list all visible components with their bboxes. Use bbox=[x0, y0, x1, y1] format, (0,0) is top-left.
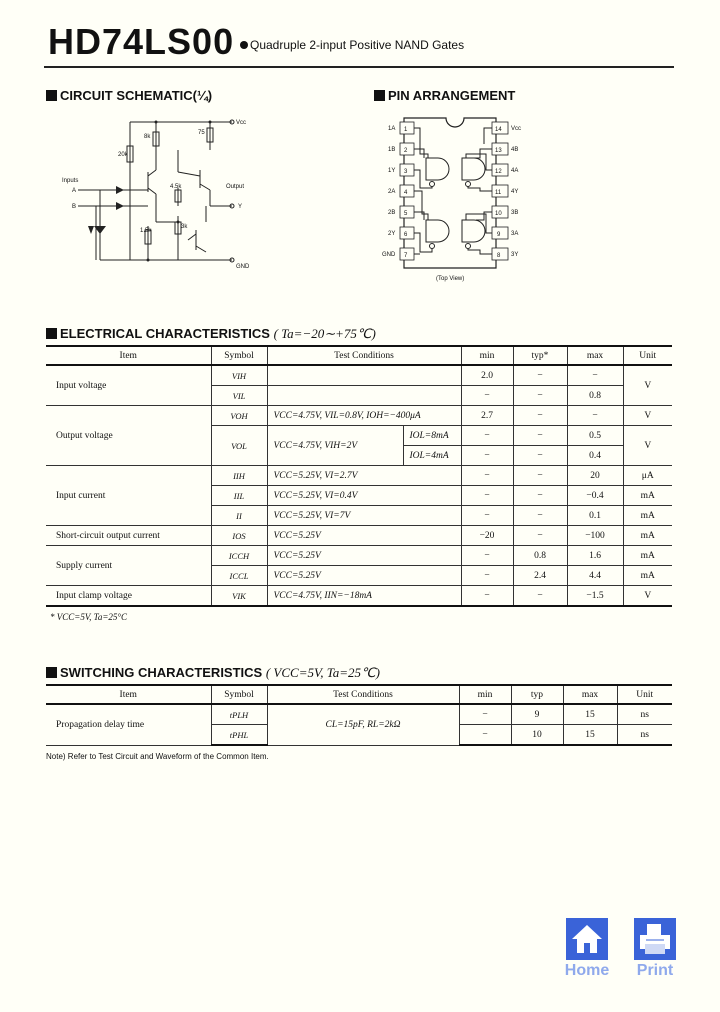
svg-text:12: 12 bbox=[495, 169, 502, 175]
max-cell: −1.5 bbox=[567, 586, 623, 607]
min-cell: − bbox=[461, 446, 513, 466]
condition-cell: VCC=4.75V, VIL=0.8V, IOH=−400μA bbox=[267, 406, 461, 426]
max-cell: 0.4 bbox=[567, 446, 623, 466]
gnd-label: GND bbox=[236, 264, 250, 270]
home-button[interactable] bbox=[566, 918, 617, 980]
bullet-icon bbox=[240, 41, 248, 49]
svg-text:1: 1 bbox=[404, 127, 408, 133]
left-pins bbox=[382, 122, 414, 260]
table-row bbox=[46, 406, 672, 426]
switching-condition: ( VCC=5V, Ta=25℃) bbox=[265, 665, 380, 680]
max-cell: 0.1 bbox=[567, 506, 623, 526]
svg-text:2B: 2B bbox=[388, 210, 396, 216]
col-typ: typ bbox=[511, 685, 563, 704]
vcc-label: Vcc bbox=[236, 120, 247, 126]
svg-text:14: 14 bbox=[495, 127, 502, 133]
print-button[interactable] bbox=[634, 918, 685, 980]
symbol-cell: II bbox=[211, 506, 267, 526]
symbol-cell: IOS bbox=[211, 526, 267, 546]
table-row bbox=[46, 704, 672, 725]
min-cell: − bbox=[461, 566, 513, 586]
unit-cell: V bbox=[623, 365, 672, 406]
unit-cell: mA bbox=[623, 486, 672, 506]
unit-cell: mA bbox=[623, 526, 672, 546]
max-cell: 4.4 bbox=[567, 566, 623, 586]
svg-text:3: 3 bbox=[404, 169, 408, 175]
svg-text:4B: 4B bbox=[511, 147, 519, 153]
pin-6 bbox=[388, 227, 414, 239]
max-cell: 15 bbox=[563, 725, 617, 746]
svg-text:4Y: 4Y bbox=[511, 189, 519, 195]
min-cell: − bbox=[461, 546, 513, 566]
input-b-label: B bbox=[72, 204, 77, 210]
electrical-heading-text: ELECTRICAL CHARACTERISTICS bbox=[60, 326, 270, 341]
svg-text:7: 7 bbox=[404, 253, 408, 259]
min-cell: − bbox=[461, 506, 513, 526]
table-header-row bbox=[46, 346, 672, 365]
max-cell: 15 bbox=[563, 704, 617, 725]
symbol-cell: VOH bbox=[211, 406, 267, 426]
unit-cell: μA bbox=[623, 466, 672, 486]
col-min: min bbox=[461, 346, 513, 365]
subcondition-cell: IOL=8mA bbox=[403, 426, 461, 446]
max-cell: −100 bbox=[567, 526, 623, 546]
min-cell: − bbox=[461, 426, 513, 446]
typ-cell: − bbox=[513, 406, 567, 426]
home-label[interactable]: Home bbox=[564, 962, 610, 979]
pin-2 bbox=[388, 143, 414, 155]
item-output-voltage: Output voltage bbox=[46, 406, 211, 466]
max-cell: 0.5 bbox=[567, 426, 623, 446]
symbol-cell: IIH bbox=[211, 466, 267, 486]
symbol-cell: tPHL bbox=[211, 725, 267, 746]
pin-9 bbox=[492, 227, 518, 239]
pin-7 bbox=[382, 248, 414, 260]
svg-text:1B: 1B bbox=[388, 147, 396, 153]
col-unit: Unit bbox=[623, 346, 672, 365]
svg-text:2: 2 bbox=[404, 148, 408, 154]
pin-1 bbox=[388, 122, 414, 134]
svg-text:4A: 4A bbox=[511, 168, 519, 174]
svg-text:3B: 3B bbox=[511, 210, 519, 216]
resistor-3k-label: 3k bbox=[181, 224, 188, 230]
typ-cell: − bbox=[513, 466, 567, 486]
typ-cell: 0.8 bbox=[513, 546, 567, 566]
typ-cell: − bbox=[513, 426, 567, 446]
home-icon[interactable] bbox=[566, 918, 608, 960]
input-a-label: A bbox=[72, 188, 77, 194]
item-input-clamp-voltage: Input clamp voltage bbox=[46, 586, 211, 607]
svg-text:1Y: 1Y bbox=[388, 168, 396, 174]
col-item: Item bbox=[46, 685, 211, 704]
svg-text:8: 8 bbox=[497, 253, 501, 259]
print-label[interactable]: Print bbox=[636, 962, 674, 979]
resistor-8k-label: 8k bbox=[144, 134, 151, 140]
condition-cell: VCC=4.75V, IIN=−18mA bbox=[267, 586, 461, 607]
pinout-heading-text: PIN ARRANGEMENT bbox=[388, 88, 516, 103]
table-row bbox=[46, 466, 672, 486]
symbol-cell: VIK bbox=[211, 586, 267, 607]
symbol-cell: VIL bbox=[211, 386, 267, 406]
unit-cell: V bbox=[623, 426, 672, 466]
col-max: max bbox=[563, 685, 617, 704]
condition-cell: CL=15pF, RL=2kΩ bbox=[267, 704, 459, 745]
item-supply-current: Supply current bbox=[46, 546, 211, 586]
subcondition-cell: IOL=4mA bbox=[403, 446, 461, 466]
pin-14 bbox=[492, 122, 521, 134]
item-short-circuit-current: Short-circuit output current bbox=[46, 526, 211, 546]
symbol-cell: IIL bbox=[211, 486, 267, 506]
electrical-footnote: * VCC=5V, Ta=25°C bbox=[50, 612, 128, 622]
col-symbol: Symbol bbox=[211, 685, 267, 704]
switching-note: Note) Refer to Test Circuit and Waveform of the Common Item. bbox=[46, 752, 269, 761]
svg-text:3Y: 3Y bbox=[511, 252, 519, 258]
unit-cell: mA bbox=[623, 566, 672, 586]
typ-cell: 10 bbox=[511, 725, 563, 746]
condition-cell: VCC=4.75V, VIH=2V bbox=[267, 426, 403, 466]
svg-text:11: 11 bbox=[495, 190, 502, 196]
unit-cell: mA bbox=[623, 506, 672, 526]
condition-cell: VCC=5.25V, VI=7V bbox=[267, 506, 461, 526]
pin-5 bbox=[388, 206, 414, 218]
svg-text:1A: 1A bbox=[388, 126, 396, 132]
svg-text:4: 4 bbox=[404, 190, 408, 196]
table-row bbox=[46, 546, 672, 566]
typ-cell: − bbox=[513, 365, 567, 386]
electrical-condition: ( Ta=−20∼+75℃) bbox=[273, 326, 376, 341]
symbol-cell: VOL bbox=[211, 426, 267, 466]
pinout-heading bbox=[374, 88, 515, 103]
resistor-75-label: 75 bbox=[198, 130, 205, 136]
min-cell: − bbox=[459, 725, 511, 746]
col-item: Item bbox=[46, 346, 211, 365]
typ-cell: − bbox=[513, 446, 567, 466]
condition-cell: VCC=5.25V bbox=[267, 546, 461, 566]
min-cell: 2.7 bbox=[461, 406, 513, 426]
part-description-text: Quadruple 2-input Positive NAND Gates bbox=[250, 38, 465, 52]
col-max: max bbox=[567, 346, 623, 365]
svg-text:10: 10 bbox=[495, 211, 502, 217]
pin-12 bbox=[492, 164, 518, 176]
item-propagation-delay: Propagation delay time bbox=[46, 704, 211, 745]
condition-cell: VCC=5.25V, VI=2.7V bbox=[267, 466, 461, 486]
max-cell: 0.8 bbox=[567, 386, 623, 406]
electrical-table bbox=[46, 345, 672, 607]
inputs-label: Inputs bbox=[62, 178, 79, 184]
unit-cell: ns bbox=[617, 704, 672, 725]
unit-cell: V bbox=[623, 406, 672, 426]
col-symbol: Symbol bbox=[211, 346, 267, 365]
table-row bbox=[46, 586, 672, 607]
switching-heading-text: SWITCHING CHARACTERISTICS bbox=[60, 665, 263, 680]
resistor-1-5k-label: 1.5k bbox=[140, 228, 152, 234]
typ-cell: 2.4 bbox=[513, 566, 567, 586]
unit-cell: mA bbox=[623, 546, 672, 566]
col-unit: Unit bbox=[617, 685, 672, 704]
typ-cell: − bbox=[513, 386, 567, 406]
svg-text:6: 6 bbox=[404, 232, 408, 238]
item-input-current: Input current bbox=[46, 466, 211, 526]
printer-icon[interactable] bbox=[634, 918, 676, 960]
electrical-heading bbox=[46, 326, 376, 342]
pin-8 bbox=[492, 248, 518, 260]
typ-cell: − bbox=[513, 586, 567, 607]
col-typ: typ* bbox=[513, 346, 567, 365]
pin-13 bbox=[492, 143, 518, 155]
table-row bbox=[46, 365, 672, 386]
max-cell: − bbox=[567, 406, 623, 426]
max-cell: 20 bbox=[567, 466, 623, 486]
typ-cell: − bbox=[513, 486, 567, 506]
part-description bbox=[240, 38, 464, 52]
table-header-row bbox=[46, 685, 672, 704]
min-cell: −20 bbox=[461, 526, 513, 546]
output-label: Output bbox=[226, 184, 245, 190]
max-cell: 1.6 bbox=[567, 546, 623, 566]
min-cell: − bbox=[459, 704, 511, 725]
switching-table bbox=[46, 684, 672, 746]
typ-cell: − bbox=[513, 526, 567, 546]
condition-cell bbox=[267, 386, 461, 406]
pin-11 bbox=[492, 185, 518, 197]
svg-text:13: 13 bbox=[495, 148, 502, 154]
table-row bbox=[46, 526, 672, 546]
schematic-heading bbox=[46, 88, 212, 103]
right-pins bbox=[492, 122, 521, 260]
svg-text:GND: GND bbox=[382, 252, 396, 258]
svg-text:2A: 2A bbox=[388, 189, 396, 195]
item-input-voltage: Input voltage bbox=[46, 365, 211, 406]
svg-text:Vcc: Vcc bbox=[511, 126, 522, 132]
switching-heading bbox=[46, 665, 380, 681]
svg-text:3A: 3A bbox=[511, 231, 519, 237]
pin-diagram bbox=[380, 114, 530, 286]
symbol-cell: ICCH bbox=[211, 546, 267, 566]
min-cell: − bbox=[461, 586, 513, 607]
col-test-conditions: Test Conditions bbox=[267, 346, 461, 365]
nand-gates bbox=[414, 128, 492, 254]
resistor-4-5k-label: 4.5k bbox=[170, 184, 182, 190]
top-view-label: (Top View) bbox=[436, 276, 465, 282]
condition-cell: VCC=5.25V bbox=[267, 566, 461, 586]
symbol-cell: tPLH bbox=[211, 704, 267, 725]
pin-3 bbox=[388, 164, 414, 176]
schematic-heading-text: CIRCUIT SCHEMATIC(¼) bbox=[60, 88, 213, 103]
typ-cell: 9 bbox=[511, 704, 563, 725]
square-bullet-icon bbox=[46, 90, 57, 101]
symbol-cell: VIH bbox=[211, 365, 267, 386]
svg-text:5: 5 bbox=[404, 211, 408, 217]
symbol-cell: ICCL bbox=[211, 566, 267, 586]
min-cell: − bbox=[461, 386, 513, 406]
typ-cell: − bbox=[513, 506, 567, 526]
svg-text:9: 9 bbox=[497, 232, 501, 238]
svg-text:2Y: 2Y bbox=[388, 231, 396, 237]
circuit-schematic bbox=[60, 110, 260, 272]
col-test-conditions: Test Conditions bbox=[267, 685, 459, 704]
square-bullet-icon bbox=[374, 90, 385, 101]
pin-4 bbox=[388, 185, 414, 197]
resistor-20k-label: 20k bbox=[118, 152, 128, 158]
min-cell: 2.0 bbox=[461, 365, 513, 386]
unit-cell: V bbox=[623, 586, 672, 607]
condition-cell bbox=[267, 365, 461, 386]
unit-cell: ns bbox=[617, 725, 672, 746]
output-y-label: Y bbox=[238, 204, 243, 210]
max-cell: − bbox=[567, 365, 623, 386]
max-cell: −0.4 bbox=[567, 486, 623, 506]
condition-cell: VCC=5.25V, VI=0.4V bbox=[267, 486, 461, 506]
condition-cell: VCC=5.25V bbox=[267, 526, 461, 546]
pin-10 bbox=[492, 206, 518, 218]
col-min: min bbox=[459, 685, 511, 704]
min-cell: − bbox=[461, 486, 513, 506]
square-bullet-icon bbox=[46, 328, 57, 339]
title-rule bbox=[44, 66, 674, 68]
part-number: HD74LS00 bbox=[48, 21, 235, 62]
min-cell: − bbox=[461, 466, 513, 486]
square-bullet-icon bbox=[46, 667, 57, 678]
